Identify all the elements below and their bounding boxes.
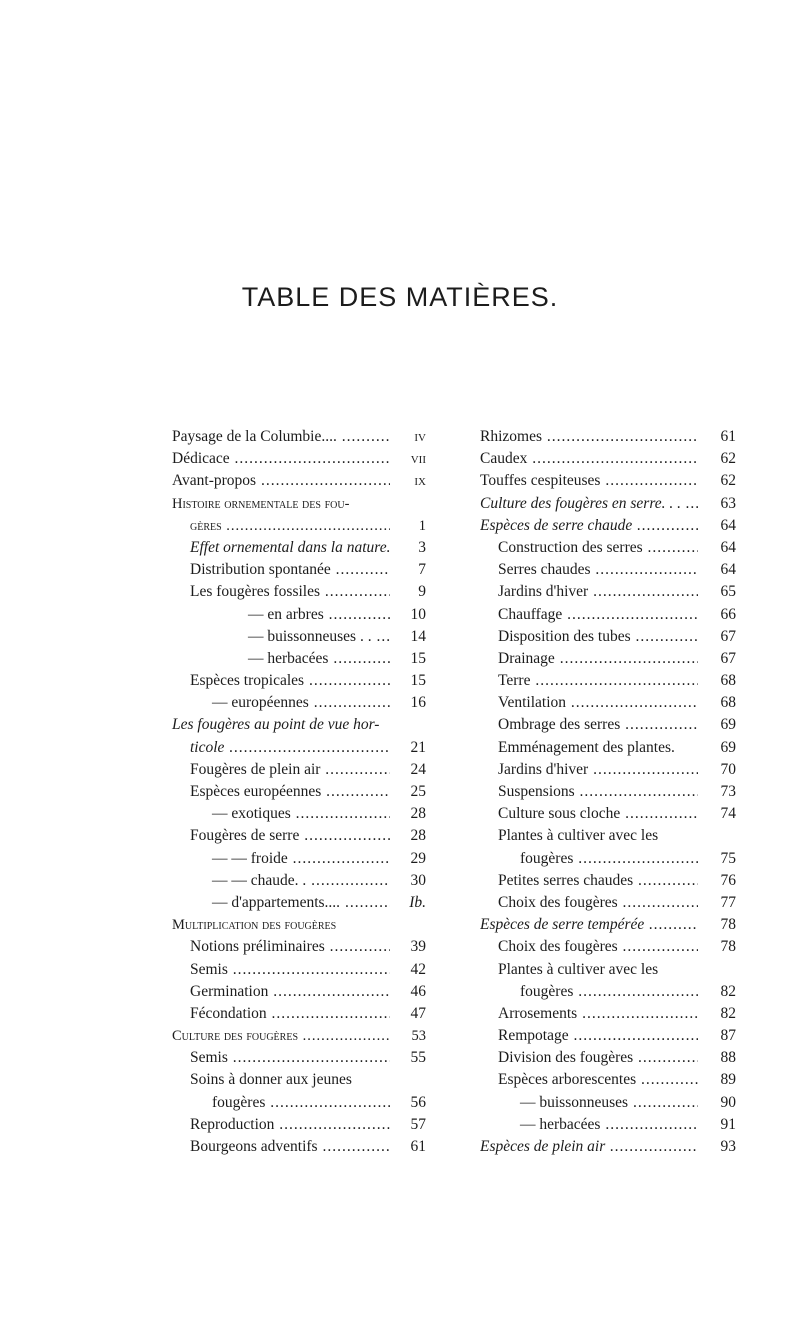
toc-entry-label: — européennes ..... [172,692,390,714]
toc-entry-page: 82 [720,982,736,1000]
toc-entry-label: Touffes cespiteuses ..... [480,470,698,492]
toc-entry-page: 28 [410,827,426,845]
toc-entry-page: 69 [720,716,736,734]
toc-entry [172,1047,426,1069]
toc-entry [480,959,736,981]
toc-entry-page: 64 [720,516,736,534]
toc-entry-page: 82 [720,1004,736,1022]
page-title: TABLE DES MATIÈRES. [241,282,559,312]
toc-entry-label: Culture des fougères ..... [172,1025,390,1047]
toc-entry [172,1003,426,1025]
toc-entry-label: Serres chaudes ..... [480,559,698,581]
toc-entry-label: Germination ..... [172,981,390,1003]
toc-entry-page: 47 [410,1004,426,1022]
toc-entry-label: ticole ..... [172,737,390,759]
toc-entry-label: Dédicace ..... [172,448,390,470]
toc-entry-label: Culture sous cloche ..... [480,803,698,825]
toc-entry [480,448,736,470]
toc-entry [172,825,426,847]
toc-entry-label: — en arbres ..... [172,604,390,626]
toc-entry [480,848,736,870]
toc-entry-label: Suspensions ..... [480,781,698,803]
toc-entry-label: Choix des fougères ..... [480,936,698,958]
toc-entry-label: Les fougères fossiles ..... [172,581,390,603]
toc-entry-label: Bourgeons adventifs ..... [172,1136,390,1158]
toc-entry-page: 15 [410,672,426,690]
toc-entry-label: Soins à donner aux jeunes [190,1071,352,1089]
toc-entry-page: 53 [411,1028,426,1045]
toc-entry [480,936,736,958]
toc-entry-page: 39 [410,938,426,956]
toc-entry-label: Plantes à cultiver avec les [498,827,659,845]
toc-entry [172,848,426,870]
toc-entry-label: Paysage de la Columbie.... ..... [172,426,390,448]
toc-entry-page: vii [410,450,426,468]
toc-entry [480,981,736,1003]
toc-entry-label: fougères ..... [480,848,698,870]
toc-entry-page: 29 [410,849,426,867]
toc-entry-label: Avant-propos ..... [172,470,390,492]
toc-entry-label: Ventilation ..... [480,692,698,714]
toc-entry-label: Reproduction ..... [172,1114,390,1136]
toc-left-column [172,426,426,1158]
toc-entry [480,559,736,581]
toc-entry [480,537,736,559]
toc-entry-page: iv [414,428,426,445]
toc-entry-label: Espèces de plein air ..... [480,1136,698,1158]
toc-entry [172,581,426,603]
toc-entry-page: ix [414,472,426,490]
toc-entry-page: 78 [720,916,736,934]
toc-entry [172,1069,426,1091]
toc-entry [172,692,426,714]
toc-entry-label: Fougères de plein air ..... [172,759,390,781]
toc-entry-label: gères ..... [172,515,390,537]
toc-entry [172,870,426,892]
toc-entry-label: fougères ..... [480,981,698,1003]
toc-entry-page: 3 [418,538,426,556]
toc-entry-label: Chauffage ..... [480,604,698,626]
toc-entry-label: Jardins d'hiver ..... [480,581,698,603]
toc-entry-page: 77 [720,893,736,911]
toc-entry [480,1047,736,1069]
toc-entry-label: Distribution spontanée ..... [172,559,390,581]
toc-entry-page: 67 [720,627,736,645]
toc-entry [172,981,426,1003]
toc-entry-label: Effet ornemental dans la nature. ..... [172,537,390,559]
toc-entry [480,692,736,714]
toc-entry [172,493,426,515]
toc-entry-page: 91 [720,1115,736,1133]
toc-entry [480,1003,736,1025]
toc-entry-page: 73 [720,783,736,800]
toc-entry-label: Plantes à cultiver avec les [498,960,659,978]
toc-entry [480,714,736,736]
toc-entry [480,1069,736,1091]
toc-entry [172,737,426,759]
toc-entry-label: Histoire ornementale des fou- [172,495,350,512]
toc-entry-page: 61 [720,428,736,445]
toc-entry-label: Espèces européennes ..... [172,781,390,803]
toc-entry-label: Ombrage des serres ..... [480,714,698,736]
toc-entry-label: Emménagement des plantes. [498,738,675,756]
toc-entry [480,470,736,492]
toc-entry [172,936,426,958]
toc-entry-label: Terre ..... [480,670,698,692]
toc-entry-label: Les fougères au point de vue hor- [172,716,380,734]
toc-entry [172,426,426,448]
toc-entry [172,1025,426,1047]
toc-entry-page: 1 [418,517,426,534]
toc-entry [172,914,426,936]
toc-entry [480,1025,736,1047]
toc-entry [480,493,736,515]
toc-entry-label: — buissonneuses ..... [480,1092,698,1114]
toc-entry-page: 14 [410,627,426,645]
toc-entry [480,892,736,914]
toc-entry-label: — herbacées ..... [480,1114,698,1136]
toc-entry-page: 67 [720,649,736,667]
toc-entry-page: 74 [720,805,736,823]
toc-entry [480,581,736,603]
toc-entry [172,670,426,692]
toc-entry-page: 28 [410,805,426,823]
toc-entry-label: fougères ..... [172,1092,390,1114]
toc-entry [172,959,426,981]
toc-entry-label: Semis ..... [172,1047,390,1069]
toc-entry-label: — — chaude. . ..... [172,870,390,892]
toc-entry-label: Espèces de serre chaude ..... [480,515,698,537]
toc-entry-label: Notions préliminaires ..... [172,936,390,958]
toc-entry [480,737,736,759]
toc-entry-page: 42 [410,960,426,978]
toc-entry-label: Choix des fougères ..... [480,892,698,914]
toc-entry-label: Rhizomes ..... [480,426,698,448]
toc-entry-page: 68 [720,672,736,690]
toc-entry [172,803,426,825]
toc-entry-label: Rempotage ..... [480,1025,698,1047]
toc-entry-page: 87 [720,1027,736,1045]
toc-entry-page: 62 [720,450,736,468]
toc-entry-label: — — froide ..... [172,848,390,870]
toc-entry [172,892,426,914]
toc-entry-page: 61 [410,1138,426,1155]
toc-right-column [480,426,736,1158]
toc-entry [480,759,736,781]
toc-entry-label: — buissonneuses . . ..... [172,626,390,648]
toc-entry-label: Arrosements ..... [480,1003,698,1025]
toc-entry-page: 88 [720,1049,736,1067]
toc-entry-page: 62 [720,472,736,490]
toc-entry-page: 15 [410,649,426,667]
toc-entry-page: 78 [720,938,736,956]
toc-entry [480,670,736,692]
toc-entry [172,626,426,648]
toc-entry-page: 10 [410,605,426,623]
toc-entry-page: 68 [720,694,736,712]
toc-entry [480,803,736,825]
toc-entry-page: 64 [720,561,736,579]
toc-entry-page: 57 [410,1115,426,1133]
toc-entry-page: 70 [720,760,736,778]
toc-entry-page: 46 [410,982,426,1000]
toc-entry [172,1114,426,1136]
toc-entry-page: 64 [720,538,736,556]
toc-entry-label: Espèces de serre tempérée ..... [480,914,698,936]
toc-entry [480,626,736,648]
toc-entry-page: 24 [410,760,426,778]
toc-entry-page: 89 [720,1071,736,1089]
toc-entry [480,648,736,670]
toc-entry [480,1114,736,1136]
toc-entry-label: Fougères de serre ..... [172,825,390,847]
toc-entry [172,1136,426,1158]
toc-entry [172,470,426,492]
toc-entry-page: 7 [418,561,426,579]
toc-entry-page: 16 [410,694,426,712]
toc-entry-label: Espèces tropicales ..... [172,670,390,692]
toc-entry-page: 66 [720,605,736,623]
toc-entry-page: 30 [410,871,426,889]
toc-entry-label: Espèces arborescentes ..... [480,1069,698,1091]
toc-entry-label: Construction des serres ..... [480,537,698,559]
toc-entry-page: 9 [418,583,426,601]
toc-entry-page: 56 [410,1093,426,1111]
toc-entry-page: 69 [720,738,736,756]
toc-entry [480,781,736,803]
toc-entry [172,648,426,670]
toc-entry-label: — herbacées ..... [172,648,390,670]
toc-entry [172,1092,426,1114]
toc-entry-label: Disposition des tubes ..... [480,626,698,648]
toc-entry [172,515,426,537]
toc-entry [480,604,736,626]
toc-entry [172,781,426,803]
toc-entry [480,1136,736,1158]
toc-entry-page: 93 [720,1138,736,1155]
toc-entry [172,604,426,626]
toc-entry-label: Culture des fougères en serre. . . ..... [480,493,698,515]
toc-entry [172,714,426,736]
toc-entry-label: Semis ..... [172,959,390,981]
toc-entry [480,1092,736,1114]
toc-entry-page: 63 [720,494,736,512]
toc-entry-page: Ib. [409,893,426,911]
toc-entry [480,870,736,892]
toc-entry-page: 76 [720,871,736,889]
toc-entry-page: 90 [720,1093,736,1111]
toc-entry-label: Jardins d'hiver ..... [480,759,698,781]
toc-entry [480,825,736,847]
toc-entry [172,759,426,781]
toc-entry-label: Fécondation ..... [172,1003,390,1025]
toc-entry-page: 55 [410,1049,426,1067]
toc-entry [172,537,426,559]
toc-entry [480,515,736,537]
toc-entry-label: Multiplication des fougères [172,917,337,934]
toc-entry-page: 75 [720,849,736,867]
toc-entry-label: Petites serres chaudes ..... [480,870,698,892]
toc-entry [172,559,426,581]
toc-entry [480,914,736,936]
toc-entry-page: 65 [720,583,736,601]
toc-entry-label: — d'appartements.... ..... [172,892,390,914]
toc-entry-label: Caudex ..... [480,448,698,470]
toc-entry [480,426,736,448]
toc-entry-label: Drainage ..... [480,648,698,670]
toc-entry [172,448,426,470]
toc-entry-page: 25 [410,783,426,800]
toc-entry-page: 21 [410,738,426,756]
toc-entry-label: Division des fougères ..... [480,1047,698,1069]
toc-entry-label: — exotiques ..... [172,803,390,825]
